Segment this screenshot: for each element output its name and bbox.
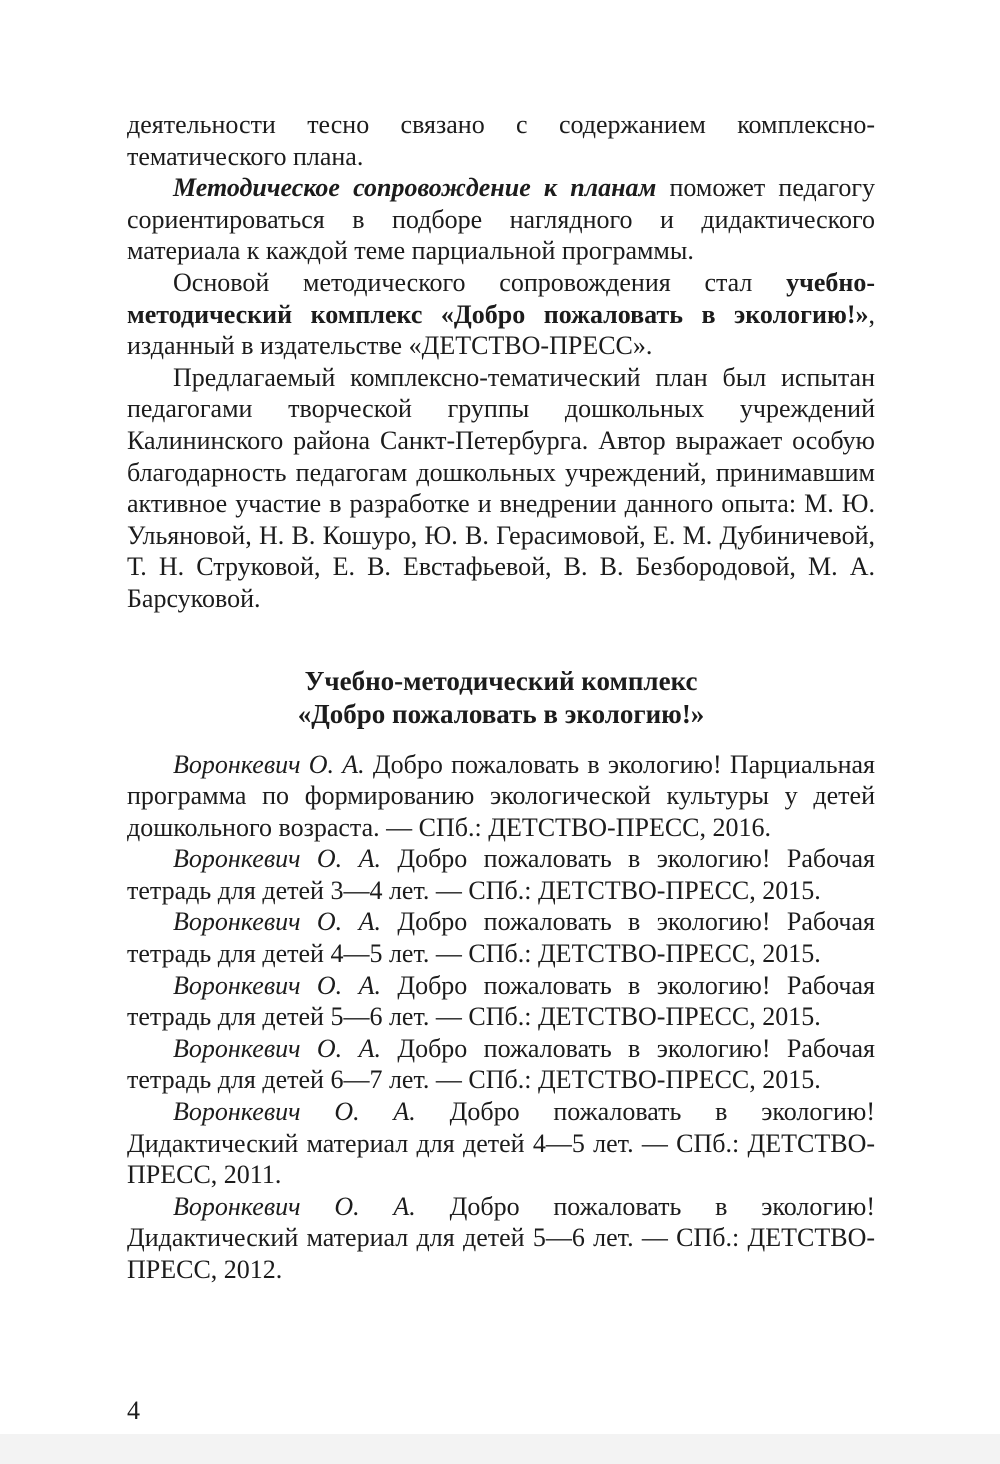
bibliography-text: Добро пожаловать в экологию! Рабочая тетрадь для детей 4—5 лет. — СПб.: ДЕТСТВО-ПРЕСС, 2015. (127, 907, 875, 969)
bibliography-text: Добро пожаловать в экологию! Парциальная программа по формированию экологической культуры у детей дошкольного возраста. — СПб.: ДЕТСТВО-ПРЕСС, 2016. (127, 749, 875, 842)
paragraph-acknowledgements: Предлагаемый комплексно-тематический план был испытан педагогами творческой группы дошкольных учреждений Калининского района Санкт-Петербурга. Автор выражает особую благодарность педагогам дошкольных учреждений, принимавшим активное участие в разработке и внедрении данного опыта: М. Ю. Ульяновой, Н. В. Кошуро, Ю. В. Герасимовой, Е. М. Дубиничевой, Т. Н. Струковой, Е. В. Евстафьевой, В. В. Безбородовой, М. А. Барсуковой. (127, 362, 875, 613)
section-heading (127, 665, 875, 731)
bibliography-entry (127, 1096, 875, 1191)
paragraph-complex-basis (127, 267, 875, 362)
bibliography-entry (127, 1033, 875, 1096)
bibliography-entry (127, 970, 875, 1033)
bottom-edge (0, 1434, 1000, 1464)
section-heading-line-1: Учебно-методический комплекс (304, 665, 698, 696)
bibliography-author: Воронкевич О. А. (173, 1033, 381, 1063)
bibliography-entry (127, 843, 875, 906)
paragraph-complex-basis-start: Основой методического сопровождения стал (173, 267, 787, 297)
page-body (127, 109, 875, 1286)
paragraph-continuation: деятельности тесно связано с содержанием комплексно-тематического плана. (127, 110, 875, 171)
bibliography-text: Добро пожаловать в экологию! Рабочая тетрадь для детей 6—7 лет. — СПб.: ДЕТСТВО-ПРЕСС, 2015. (127, 1033, 875, 1095)
bibliography-entry (127, 906, 875, 969)
bibliography-author: Воронкевич О. А. (173, 1191, 416, 1221)
bibliography-author: Воронкевич О. А. (173, 1097, 416, 1127)
bibliography-author: Воронкевич О. А. (173, 844, 381, 874)
bibliography-entry (127, 1191, 875, 1286)
bibliography-author: Воронкевич О. А. (173, 749, 365, 779)
emphasis-complex-title: учебно-методический комплекс «Добро пожаловать в экологию!» (127, 267, 875, 329)
bibliography-text: Добро пожаловать в экологию! Рабочая тетрадь для детей 5—6 лет. — СПб.: ДЕТСТВО-ПРЕСС, 2015. (127, 970, 875, 1032)
bibliography-entry (127, 749, 875, 844)
section-heading-line-2: «Добро пожаловать в экологию!» (297, 698, 705, 729)
paragraph-complex-basis-end: , изданный в издательстве «ДЕТСТВО-ПРЕСС». (127, 299, 875, 361)
bibliography-author: Воронкевич О. А. (173, 970, 381, 1000)
page-number: 4 (127, 1396, 140, 1425)
paragraph-methodical-support (127, 172, 875, 267)
paragraph-methodical-support-text: поможет педагогу сориентироваться в подборе наглядного и дидактического материала к каждой теме парциальной программы. (127, 173, 875, 266)
bibliography-author: Воронкевич О. А. (173, 907, 381, 937)
emphasis-methodical-support: Методическое сопровождение к планам (173, 173, 657, 203)
bibliography-text: Добро пожаловать в экологию! Дидактический материал для детей 4—5 лет. — СПб.: ДЕТСТВО-ПРЕСС, 2011. (127, 1097, 876, 1190)
bibliography-text: Добро пожаловать в экологию! Дидактический материал для детей 5—6 лет. — СПб.: ДЕТСТВО-ПРЕСС, 2012. (127, 1191, 876, 1284)
bibliography-text: Добро пожаловать в экологию! Рабочая тетрадь для детей 3—4 лет. — СПб.: ДЕТСТВО-ПРЕСС, 2015. (127, 844, 875, 905)
